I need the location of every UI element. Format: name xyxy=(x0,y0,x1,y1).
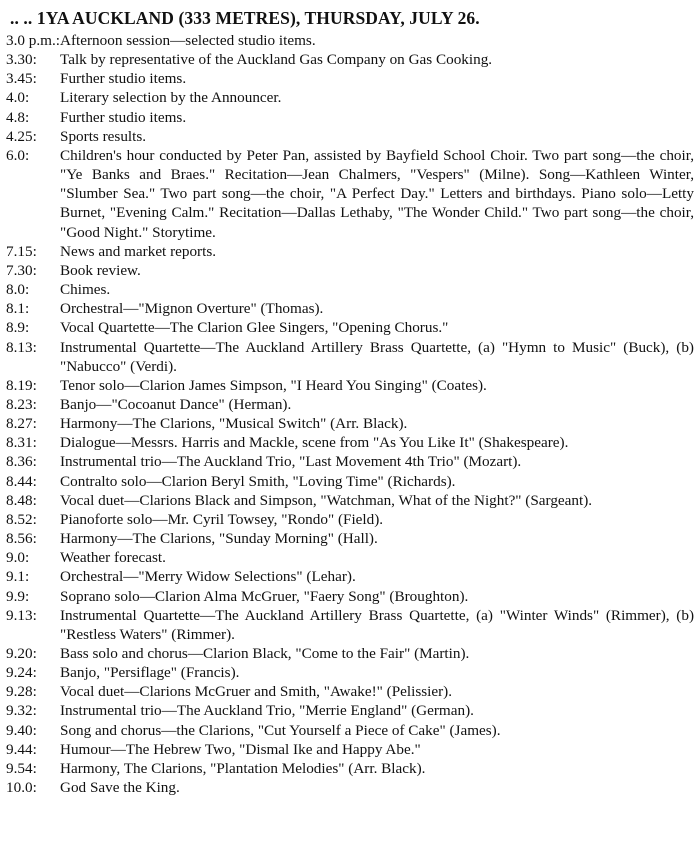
program-entry xyxy=(6,280,694,299)
entry-text: Literary selection by the Announcer. xyxy=(60,89,282,107)
entry-time: 6.0: xyxy=(6,146,30,164)
program-entry xyxy=(6,376,694,395)
entry-time: 9.54: xyxy=(6,759,37,777)
entry-text: Song and chorus—the Clarions, "Cut Yourself a Piece of Cake" (James). xyxy=(60,721,501,739)
program-entry xyxy=(6,318,694,337)
program-entry xyxy=(6,88,694,107)
program-entry xyxy=(6,663,694,682)
program-entry xyxy=(6,510,694,529)
entry-time: 9.32: xyxy=(6,702,37,720)
entry-text: Pianoforte solo—Mr. Cyril Towsey, "Rondo" (Field). xyxy=(60,510,384,528)
entry-time: 8.31: xyxy=(6,434,37,452)
entry-time: 9.9: xyxy=(6,587,30,605)
program-entry xyxy=(6,606,694,644)
program-entry xyxy=(6,548,694,567)
entry-time: 4.8: xyxy=(6,108,30,126)
entry-time: 9.28: xyxy=(6,683,37,701)
entry-text: Further studio items. xyxy=(60,108,187,126)
entry-time: 3.30: xyxy=(6,51,37,69)
entry-text: Banjo—"Cocoanut Dance" (Herman). xyxy=(60,395,292,413)
entry-time: 8.44: xyxy=(6,472,37,490)
program-entry xyxy=(6,108,694,127)
program-entry xyxy=(6,338,694,376)
entry-text: Bass solo and chorus—Clarion Black, "Come to the Fair" (Martin). xyxy=(60,645,470,662)
entry-text: Vocal Quartette—The Clarion Glee Singers, "Opening Chorus." xyxy=(60,319,449,337)
entry-text: Weather forecast. xyxy=(60,549,166,567)
entry-text: Instrumental Quartette—The Auckland Artillery Brass Quartette, (a) "Winter Winds" (Rimmer), (b) "Restless Waters" (Rimmer). xyxy=(60,606,694,643)
entry-time: 8.23: xyxy=(6,395,37,413)
entry-time: 8.13: xyxy=(6,338,37,356)
entry-text: Children's hour conducted by Peter Pan, assisted by Bayfield School Choir. Two part song—the choir, "Ye Banks and Braes." Recitation—Jean Chalmers, "Vespers" (Milne). Song—Kathleen Winter, "Slumber Sea." Two part song—the choir, "A Perfect Day." Letters and birthdays. Piano solo—Letty Burnet, "Evening Calm." Recitation—Dallas Lethaby, "The Wonder Child." Two part song—the choir, "Good Night." Storytime. xyxy=(60,146,694,241)
entry-time: 8.52: xyxy=(6,510,37,528)
program-entry xyxy=(6,242,694,261)
entry-text: Vocal duet—Clarions McGruer and Smith, "Awake!" (Pelissier). xyxy=(60,683,453,701)
entry-text: Harmony, The Clarions, "Plantation Melodies" (Arr. Black). xyxy=(60,759,426,777)
program-entry xyxy=(6,146,694,242)
entry-time: 8.0: xyxy=(6,281,30,299)
entry-time: 8.19: xyxy=(6,376,37,394)
entry-text: Instrumental Quartette—The Auckland Artillery Brass Quartette, (a) "Hymn to Music" (Buck), (b) "Nabucco" (Verdi). xyxy=(60,338,694,375)
entry-text: Book review. xyxy=(60,261,141,279)
entry-text: Harmony—The Clarions, "Musical Switch" (Arr. Black). xyxy=(60,415,408,433)
entry-time: 9.20: xyxy=(6,645,37,662)
entry-time: 8.56: xyxy=(6,530,37,548)
entry-text: Further studio items. xyxy=(60,70,187,88)
entry-time: 8.9: xyxy=(6,319,30,337)
program-entry xyxy=(6,433,694,452)
program-entry xyxy=(6,299,694,318)
program-list xyxy=(6,31,694,797)
entry-time: 10.0: xyxy=(6,779,37,797)
program-entry xyxy=(6,701,694,720)
program-entry xyxy=(6,127,694,146)
program-entry xyxy=(6,644,694,663)
entry-text: Instrumental trio—The Auckland Trio, "Last Movement 4th Trio" (Mozart). xyxy=(60,453,522,471)
program-heading: .. .. 1YA AUCKLAND (333 METRES), THURSDAY, JULY 26. xyxy=(10,8,480,28)
entry-time: 8.27: xyxy=(6,415,37,433)
entry-text: Instrumental trio—The Auckland Trio, "Merrie England" (German). xyxy=(60,702,474,720)
program-entry xyxy=(6,740,694,759)
program-entry xyxy=(6,491,694,510)
entry-time: 3.45: xyxy=(6,70,37,88)
program-entry xyxy=(6,395,694,414)
program-entry xyxy=(6,452,694,471)
program-entry xyxy=(6,682,694,701)
entry-text: God Save the King. xyxy=(60,779,180,797)
entry-time: 8.36: xyxy=(6,453,37,471)
program-entry xyxy=(6,587,694,606)
entry-text: Afternoon session—selected studio items. xyxy=(60,32,316,49)
entry-time: 9.13: xyxy=(6,606,37,624)
entry-text: Orchestral—"Mignon Overture" (Thomas). xyxy=(60,300,324,318)
entry-text: Vocal duet—Clarions Black and Simpson, "Watchman, What of the Night?" (Sargeant). xyxy=(60,491,593,509)
entry-text: Orchestral—"Merry Widow Selections" (Lehar). xyxy=(60,568,356,586)
program-entry xyxy=(6,472,694,491)
entry-text: Banjo, "Persiflage" (Francis). xyxy=(60,664,240,682)
program-entry xyxy=(6,414,694,433)
entry-time: 9.24: xyxy=(6,664,37,682)
entry-time: 7.15: xyxy=(6,242,37,260)
entry-text: Dialogue—Messrs. Harris and Mackle, scene from "As You Like It" (Shakespeare). xyxy=(60,434,569,452)
entry-text: Sports results. xyxy=(60,127,147,145)
entry-time: 7.30: xyxy=(6,261,37,279)
program-entry xyxy=(6,31,694,50)
entry-text: Soprano solo—Clarion Alma McGruer, "Faery Song" (Broughton). xyxy=(60,587,469,605)
entry-time: 9.0: xyxy=(6,549,30,567)
entry-text: Chimes. xyxy=(60,281,111,299)
entry-time: 8.48: xyxy=(6,491,37,509)
program-entry xyxy=(6,261,694,280)
entry-text: Contralto solo—Clarion Beryl Smith, "Loving Time" (Richards). xyxy=(60,472,456,490)
entry-time: 8.1: xyxy=(6,300,30,318)
entry-text: Tenor solo—Clarion James Simpson, "I Heard You Singing" (Coates). xyxy=(60,376,487,394)
entry-time: 9.1: xyxy=(6,568,30,586)
entry-time: 4.0: xyxy=(6,89,30,107)
program-entry xyxy=(6,69,694,88)
program-entry xyxy=(6,50,694,69)
entry-time: 9.40: xyxy=(6,721,37,739)
entry-time: 3.0 p.m.: xyxy=(6,32,61,49)
program-entry xyxy=(6,567,694,586)
program-entry xyxy=(6,529,694,548)
entry-text: Humour—The Hebrew Two, "Dismal Ike and Happy Abe." xyxy=(60,740,421,758)
entry-text: News and market reports. xyxy=(60,242,217,260)
entry-text: Talk by representative of the Auckland Gas Company on Gas Cooking. xyxy=(60,51,493,69)
entry-text: Harmony—The Clarions, "Sunday Morning" (Hall). xyxy=(60,530,378,548)
program-entry xyxy=(6,721,694,740)
entry-time: 4.25: xyxy=(6,127,37,145)
program-entry xyxy=(6,759,694,778)
entry-time: 9.44: xyxy=(6,740,37,758)
program-entry xyxy=(6,778,694,797)
